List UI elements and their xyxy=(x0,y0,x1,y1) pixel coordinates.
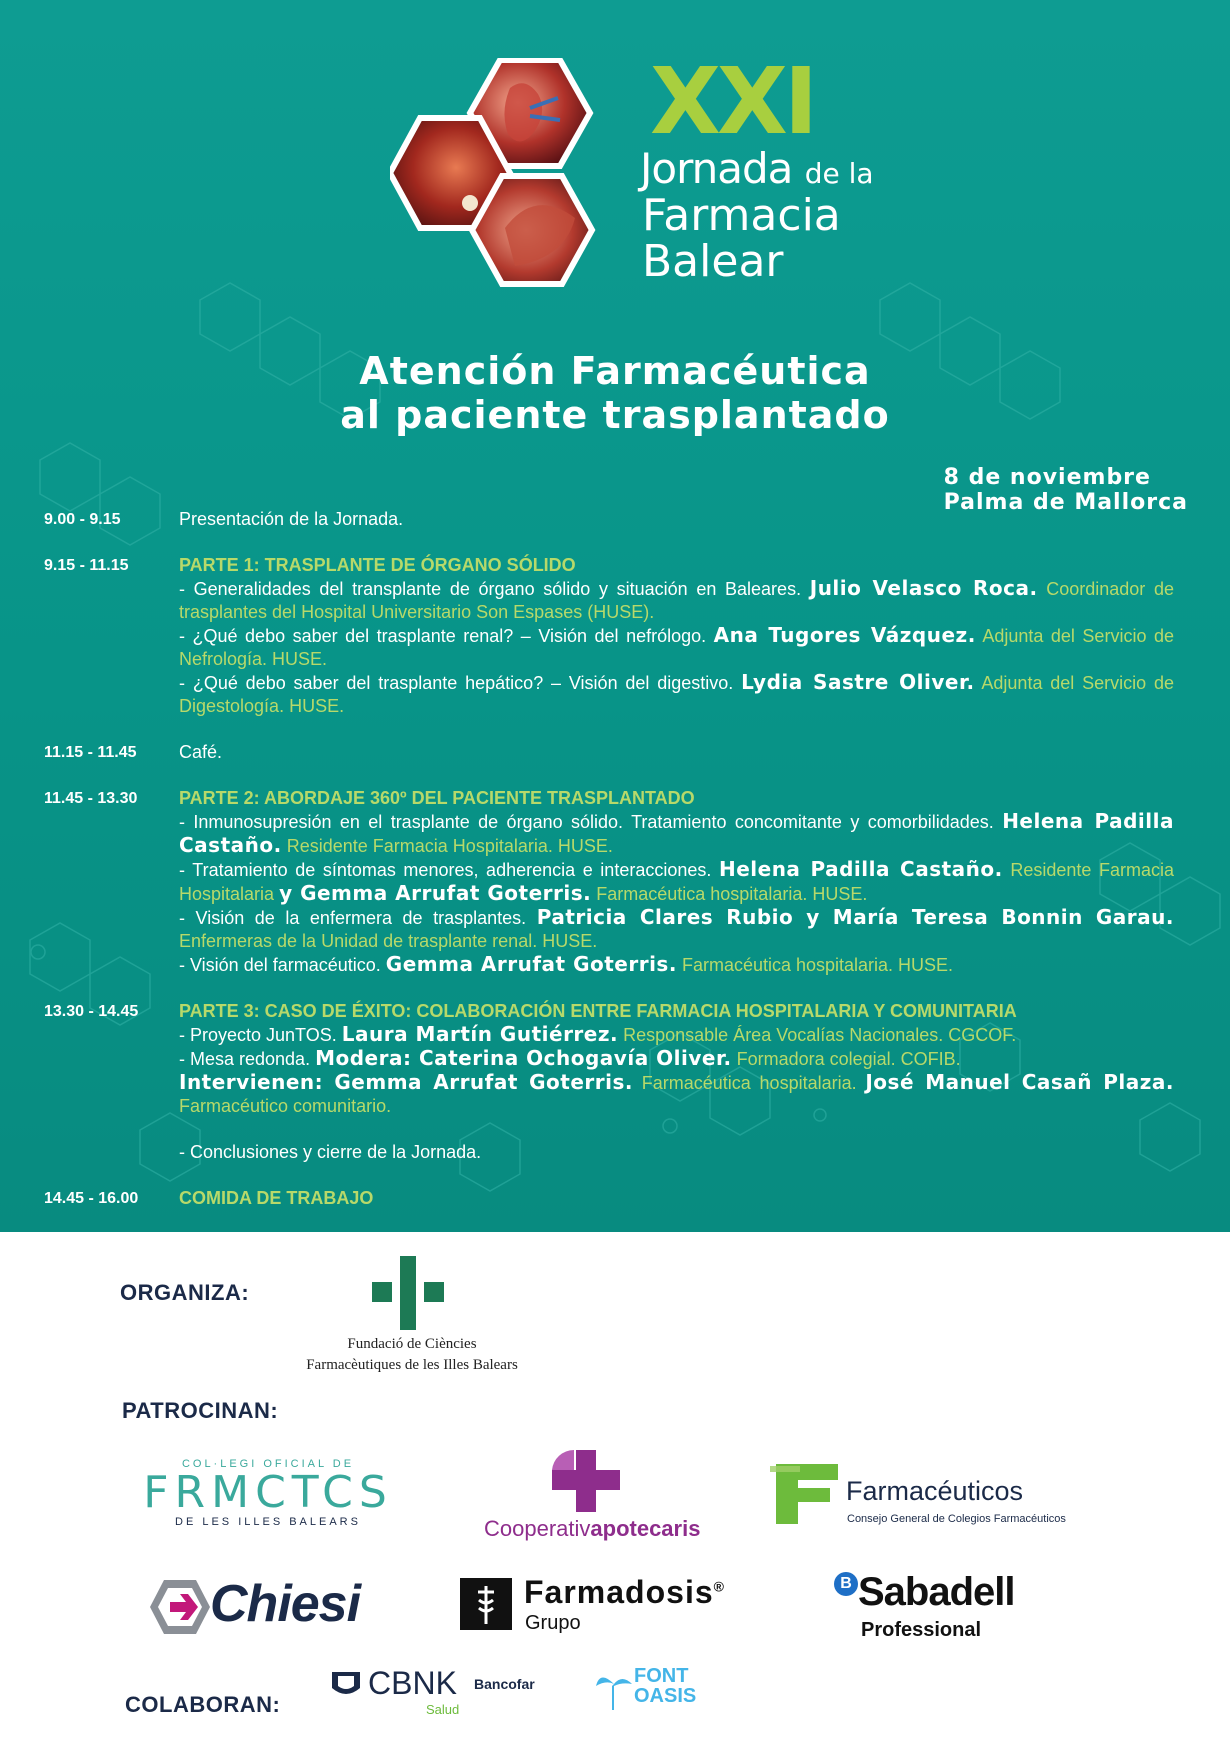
cofib-logo xyxy=(138,1458,398,1528)
organizer-name xyxy=(262,1334,562,1376)
organiza-label: ORGANIZA: xyxy=(120,1280,250,1305)
fontoasis-oasis: OASIS xyxy=(634,1685,697,1707)
bancofar-text: Bancofar xyxy=(474,1676,535,1692)
program-time: 11.45 - 13.30 xyxy=(44,790,138,807)
program-item xyxy=(179,671,1174,718)
logo-de-la: de la xyxy=(804,157,874,190)
program-row xyxy=(44,554,1174,718)
sponsors-panel xyxy=(0,1232,1230,1740)
program-section-heading: PARTE 2: ABORDAJE 360º DEL PACIENTE TRASPLANTADO xyxy=(179,788,695,808)
program-content xyxy=(179,508,1174,531)
program-item xyxy=(179,624,1174,671)
speaker-name: Patricia Clares Rubio y María Teresa Bonnin Garau. xyxy=(536,905,1174,929)
colaboran-label: COLABORAN: xyxy=(125,1692,281,1717)
program-content xyxy=(179,741,1174,764)
speaker-role: Formadora colegial. COFIB. xyxy=(736,1049,961,1069)
cbnk-logo-icon xyxy=(330,1668,362,1700)
item-text: - Visión de la enfermera de trasplantes. xyxy=(179,908,527,928)
sabadell-text: Sabadell xyxy=(858,1570,1015,1614)
speaker-name: Julio Velasco Roca. xyxy=(809,576,1038,600)
program-time: 11.15 - 11.45 xyxy=(44,744,137,761)
apotecaris-cross-icon xyxy=(552,1450,620,1512)
program-content xyxy=(179,1187,1174,1210)
speaker-name: Helena Padilla Castaño. xyxy=(179,809,1174,857)
cofib-main-text: FRMCTCS xyxy=(143,1467,393,1518)
program-content xyxy=(179,1000,1174,1164)
speaker-role: Residente Farmacia Hospitalaria. HUSE. xyxy=(286,836,613,856)
cgcof-logo-icon xyxy=(770,1454,848,1524)
speaker-role: Farmacéutica hospitalaria. xyxy=(641,1073,857,1093)
chiesi-logo-icon xyxy=(150,1580,210,1634)
program-row xyxy=(44,741,1174,764)
item-text: Presentación de la Jornada. xyxy=(179,509,404,529)
program-content xyxy=(179,787,1174,977)
event-title-line1: Atención Farmacéutica xyxy=(359,349,871,393)
logo-farmacia: Farmacia xyxy=(642,190,841,241)
cgcof-name: Farmacéuticos xyxy=(846,1476,1024,1506)
fontoasis-font: FONT xyxy=(634,1665,689,1687)
organ-hexagons xyxy=(390,58,630,293)
event-title-line2: al paciente trasplantado xyxy=(340,393,890,437)
speaker-name: Helena Padilla Castaño. xyxy=(718,857,1003,881)
item-text: Café. xyxy=(179,742,223,762)
organizer-line1: Fundació de Ciències xyxy=(347,1336,477,1352)
speaker-name: Gemma Arrufat Goterris. xyxy=(385,952,677,976)
program xyxy=(44,508,1174,1232)
program-content xyxy=(179,554,1174,718)
apotecaris-a: Cooperativ xyxy=(484,1516,591,1541)
program-time: 9.15 - 11.15 xyxy=(44,557,129,574)
item-text: - Tratamiento de síntomas menores, adherencia e interacciones. xyxy=(179,860,712,880)
cbnk-sub: Salud xyxy=(426,1702,460,1717)
logo-balear: Balear xyxy=(642,236,784,287)
program-row xyxy=(44,508,1174,531)
program-item xyxy=(179,1141,1174,1164)
item-text: - ¿Qué debo saber del trasplante renal? – Visión del nefrólogo. xyxy=(179,626,707,646)
farmadosis-registered: ® xyxy=(713,1578,725,1595)
sabadell-b-icon: B xyxy=(834,1572,858,1596)
speaker-name: Modera: Caterina Ochogavía Oliver. xyxy=(315,1046,732,1070)
speaker-role: Residente Farmacia Hospitalaria xyxy=(179,860,1174,904)
program-row xyxy=(44,787,1174,977)
farmadosis-sub: Grupo xyxy=(525,1612,581,1634)
item-text: - Generalidades del transplante de órgano sólido y situación en Baleares. xyxy=(179,579,802,599)
program-section-heading: PARTE 1: TRASPLANTE DE ÓRGANO SÓLIDO xyxy=(179,555,576,575)
speaker-role: Responsable Área Vocalías Nacionales. CGCOF. xyxy=(623,1025,1017,1045)
program-section-heading: PARTE 3: CASO DE ÉXITO: COLABORACIÓN ENTRE FARMACIA HOSPITALARIA Y COMUNITARIA xyxy=(179,1001,1017,1021)
item-text: - Mesa redonda. xyxy=(179,1049,311,1069)
sabadell-sub: Professional xyxy=(861,1619,982,1641)
speaker-role: Farmacéutico comunitario. xyxy=(179,1096,392,1116)
program-item xyxy=(179,953,1174,977)
cbnk-text: CBNK xyxy=(368,1665,457,1701)
patrocinan-label: PATROCINAN: xyxy=(122,1398,279,1423)
apotecaris-logo-text xyxy=(484,1516,700,1542)
event-place: Palma de Mallorca xyxy=(943,490,1188,515)
logo-jornada xyxy=(640,144,874,193)
program-section-heading: COMIDA DE TRABAJO xyxy=(179,1188,374,1208)
logo-jornada-word: Jornada xyxy=(640,144,793,193)
program-item xyxy=(179,577,1174,624)
speaker-role: Enfermeras de la Unidad de trasplante renal. HUSE. xyxy=(179,931,598,951)
organizer-line2: Farmacèutiques de les Illes Balears xyxy=(306,1357,518,1373)
item-text: - ¿Qué debo saber del trasplante hepático? – Visión del digestivo. xyxy=(179,673,734,693)
program-time: 9.00 - 9.15 xyxy=(44,511,121,528)
speaker-role: Coordinador de trasplantes del Hospital Universitario Son Espases (HUSE). xyxy=(179,579,1174,622)
speaker-name: Lydia Sastre Oliver. xyxy=(741,670,975,694)
item-text: - Inmunosupresión en el trasplante de órgano sólido. Tratamiento concomitante y comorbilidades. xyxy=(179,812,994,832)
cofib-top-text: COL·LEGI OFICIAL DE xyxy=(181,1458,355,1470)
speaker-role: Adjunta del Servicio de Nefrología. HUSE. xyxy=(179,626,1174,669)
program-item xyxy=(179,1071,1174,1118)
cross-logo-icon xyxy=(370,1256,446,1330)
cofib-bottom-text: DE LES ILLES BALEARS xyxy=(175,1516,361,1528)
program-item xyxy=(179,810,1174,858)
program-item xyxy=(179,906,1174,953)
program-item xyxy=(179,741,1174,764)
farmadosis-text xyxy=(524,1574,725,1611)
speaker-name: y Gemma Arrufat Goterris. xyxy=(279,881,592,905)
program-item xyxy=(179,1047,1174,1071)
speaker-name: Ana Tugores Vázquez. xyxy=(713,623,976,647)
program-item xyxy=(179,858,1174,906)
program-item xyxy=(179,1023,1174,1047)
farmadosis-name: Farmadosis xyxy=(524,1574,714,1610)
speaker-role: Farmacéutica hospitalaria. HUSE. xyxy=(596,884,868,904)
program-time: 14.45 - 16.00 xyxy=(44,1190,139,1207)
program-row xyxy=(44,1000,1174,1164)
fontoasis-palm-icon xyxy=(596,1670,632,1710)
item-text: - Visión del farmacéutico. xyxy=(179,955,381,975)
item-text: - Proyecto JunTOS. xyxy=(179,1025,337,1045)
speaker-role: Adjunta del Servicio de Digestología. HUSE. xyxy=(179,673,1175,716)
speaker-name: José Manuel Casañ Plaza. xyxy=(865,1070,1174,1094)
chiesi-text: Chiesi xyxy=(210,1575,361,1633)
program-row xyxy=(44,1187,1174,1210)
speaker-role: Farmacéutica hospitalaria. HUSE. xyxy=(681,955,954,975)
item-text: - Conclusiones y cierre de la Jornada. xyxy=(179,1142,482,1162)
event-date: 8 de noviembre xyxy=(943,465,1151,490)
edition-number: XXI xyxy=(650,48,815,155)
fontoasis-text xyxy=(634,1666,696,1706)
cgcof-sub: Consejo General de Colegios Farmacéuticos xyxy=(847,1513,1066,1525)
apotecaris-b: apotecaris xyxy=(590,1516,701,1541)
program-item xyxy=(179,508,1174,531)
farmadosis-logo-icon xyxy=(460,1578,512,1630)
speaker-name: Intervienen: Gemma Arrufat Goterris. xyxy=(179,1070,634,1094)
program-time: 13.30 - 14.45 xyxy=(44,1003,139,1020)
speaker-name: Laura Martín Gutiérrez. xyxy=(341,1022,619,1046)
